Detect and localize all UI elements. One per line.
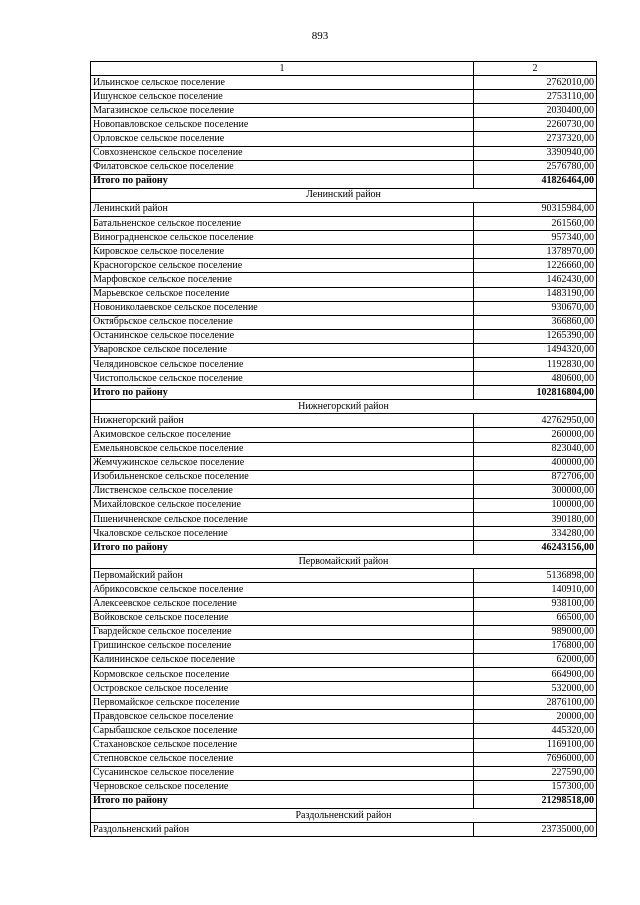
amount-value: 261560,00 [474, 217, 597, 231]
amount-value: 1169100,00 [474, 738, 597, 752]
column-header-1: 1 [91, 62, 474, 76]
total-row [91, 541, 597, 555]
table-row [91, 583, 597, 597]
municipality-name: Виноградненское сельское поселение [91, 231, 474, 245]
district-header-row [91, 808, 597, 822]
table-row [91, 428, 597, 442]
table-row [91, 259, 597, 273]
table-row [91, 315, 597, 329]
amount-value: 823040,00 [474, 442, 597, 456]
municipality-name: Гвардейское сельское поселение [91, 625, 474, 639]
table-row [91, 766, 597, 780]
table-row [91, 442, 597, 456]
table-row [91, 597, 597, 611]
total-label: Итого по району [91, 541, 474, 555]
amount-value: 42762950,00 [474, 414, 597, 428]
amount-value: 2576780,00 [474, 160, 597, 174]
municipality-name: Орловское сельское поселение [91, 132, 474, 146]
amount-value: 2737320,00 [474, 132, 597, 146]
header-row [91, 62, 597, 76]
total-amount: 21298518,00 [474, 794, 597, 808]
total-row [91, 794, 597, 808]
amount-value: 1494320,00 [474, 343, 597, 357]
amount-value: 2753110,00 [474, 90, 597, 104]
amount-value: 1192830,00 [474, 357, 597, 371]
amount-value: 938100,00 [474, 597, 597, 611]
municipality-name: Марфовское сельское поселение [91, 273, 474, 287]
table-row [91, 90, 597, 104]
table-row [91, 710, 597, 724]
municipality-name: Филатовское сельское поселение [91, 160, 474, 174]
table-row [91, 752, 597, 766]
table-row [91, 456, 597, 470]
amount-value: 140910,00 [474, 583, 597, 597]
municipality-name: Островское сельское поселение [91, 682, 474, 696]
table-row [91, 245, 597, 259]
district-header-row [91, 188, 597, 202]
table-row [91, 780, 597, 794]
municipality-name: Раздольненский район [91, 823, 474, 837]
table-row [91, 625, 597, 639]
table-row [91, 160, 597, 174]
municipality-name: Емельяновское сельское поселение [91, 442, 474, 456]
column-header-2: 2 [474, 62, 597, 76]
amount-value: 334280,00 [474, 527, 597, 541]
table-row [91, 823, 597, 837]
amount-value: 157300,00 [474, 780, 597, 794]
amount-value: 989000,00 [474, 625, 597, 639]
amount-value: 400000,00 [474, 456, 597, 470]
municipality-name: Новониколаевское сельское поселение [91, 301, 474, 315]
municipality-name: Гришинское сельское поселение [91, 639, 474, 653]
table-row [91, 738, 597, 752]
total-amount: 46243156,00 [474, 541, 597, 555]
municipality-name: Сусанинское сельское поселение [91, 766, 474, 780]
table-row [91, 653, 597, 667]
municipality-name: Пшеничненское сельское поселение [91, 513, 474, 527]
amount-value: 7696000,00 [474, 752, 597, 766]
municipality-name: Лиственское сельское поселение [91, 484, 474, 498]
amount-value: 1378970,00 [474, 245, 597, 259]
table-row [91, 76, 597, 90]
municipality-name: Кормовское сельское поселение [91, 668, 474, 682]
municipality-name: Сарыбашское сельское поселение [91, 724, 474, 738]
amount-value: 90315984,00 [474, 202, 597, 216]
table-row [91, 470, 597, 484]
table-row [91, 357, 597, 371]
amount-value: 3390940,00 [474, 146, 597, 160]
amount-value: 1226660,00 [474, 259, 597, 273]
table-row [91, 231, 597, 245]
municipality-name: Марьевское сельское поселение [91, 287, 474, 301]
municipality-name: Жемчужинское сельское поселение [91, 456, 474, 470]
table-row [91, 132, 597, 146]
table-row [91, 329, 597, 343]
amount-value: 5136898,00 [474, 569, 597, 583]
table-row [91, 498, 597, 512]
municipality-name: Батальненское сельское поселение [91, 217, 474, 231]
amount-value: 480600,00 [474, 372, 597, 386]
municipality-name: Черновское сельское поселение [91, 780, 474, 794]
municipality-name: Калининское сельское поселение [91, 653, 474, 667]
amount-value: 23735000,00 [474, 823, 597, 837]
municipality-name: Изобильненское сельское поселение [91, 470, 474, 484]
district-title: Раздольненский район [91, 808, 597, 822]
table-row [91, 217, 597, 231]
table-row [91, 527, 597, 541]
municipality-name: Правдовское сельское поселение [91, 710, 474, 724]
total-amount: 41826464,00 [474, 174, 597, 188]
table-row [91, 202, 597, 216]
amount-value: 1483190,00 [474, 287, 597, 301]
amount-value: 66500,00 [474, 611, 597, 625]
table-row [91, 682, 597, 696]
municipality-name: Красногорское сельское поселение [91, 259, 474, 273]
table-row [91, 372, 597, 386]
table-row [91, 639, 597, 653]
district-header-row [91, 400, 597, 414]
municipality-name: Михайловское сельское поселение [91, 498, 474, 512]
municipality-name: Первомайское сельское поселение [91, 696, 474, 710]
municipality-name: Стахановское сельское поселение [91, 738, 474, 752]
municipality-name: Чистопольское сельское поселение [91, 372, 474, 386]
municipality-name: Алексеевское сельское поселение [91, 597, 474, 611]
amount-value: 260000,00 [474, 428, 597, 442]
municipality-name: Войковское сельское поселение [91, 611, 474, 625]
total-label: Итого по району [91, 386, 474, 400]
amount-value: 20000,00 [474, 710, 597, 724]
municipality-name: Ильинское сельское поселение [91, 76, 474, 90]
amount-value: 532000,00 [474, 682, 597, 696]
table-row [91, 569, 597, 583]
budget-table [90, 61, 597, 837]
municipality-name: Магазинское сельское поселение [91, 104, 474, 118]
municipality-name: Ишунское сельское поселение [91, 90, 474, 104]
amount-value: 176800,00 [474, 639, 597, 653]
amount-value: 930670,00 [474, 301, 597, 315]
amount-value: 62000,00 [474, 653, 597, 667]
amount-value: 227590,00 [474, 766, 597, 780]
table-row [91, 724, 597, 738]
municipality-name: Нижнегорский район [91, 414, 474, 428]
amount-value: 300000,00 [474, 484, 597, 498]
district-header-row [91, 555, 597, 569]
table-row [91, 273, 597, 287]
table-row [91, 146, 597, 160]
amount-value: 100000,00 [474, 498, 597, 512]
municipality-name: Совхозненское сельское поселение [91, 146, 474, 160]
total-label: Итого по району [91, 794, 474, 808]
amount-value: 2030400,00 [474, 104, 597, 118]
amount-value: 1265390,00 [474, 329, 597, 343]
amount-value: 2762010,00 [474, 76, 597, 90]
table-row [91, 696, 597, 710]
table-row [91, 287, 597, 301]
total-label: Итого по району [91, 174, 474, 188]
municipality-name: Ленинский район [91, 202, 474, 216]
municipality-name: Акимовское сельское поселение [91, 428, 474, 442]
table-row [91, 104, 597, 118]
amount-value: 664900,00 [474, 668, 597, 682]
district-title: Нижнегорский район [91, 400, 597, 414]
page-number: 893 [311, 30, 329, 42]
table-row [91, 513, 597, 527]
total-amount: 102816804,00 [474, 386, 597, 400]
amount-value: 2260730,00 [474, 118, 597, 132]
municipality-name: Октябрьское сельское поселение [91, 315, 474, 329]
table-row [91, 484, 597, 498]
municipality-name: Челядиновское сельское поселение [91, 357, 474, 371]
amount-value: 1462430,00 [474, 273, 597, 287]
table-row [91, 118, 597, 132]
table-row [91, 343, 597, 357]
total-row [91, 386, 597, 400]
table-row [91, 301, 597, 315]
amount-value: 872706,00 [474, 470, 597, 484]
table-row [91, 668, 597, 682]
district-title: Ленинский район [91, 188, 597, 202]
district-title: Первомайский район [91, 555, 597, 569]
table-row [91, 414, 597, 428]
municipality-name: Кировское сельское поселение [91, 245, 474, 259]
municipality-name: Степновское сельское поселение [91, 752, 474, 766]
total-row [91, 174, 597, 188]
table-row [91, 611, 597, 625]
amount-value: 445320,00 [474, 724, 597, 738]
amount-value: 957340,00 [474, 231, 597, 245]
municipality-name: Абрикосовское сельское поселение [91, 583, 474, 597]
municipality-name: Останинское сельское поселение [91, 329, 474, 343]
municipality-name: Чкаловское сельское поселение [91, 527, 474, 541]
amount-value: 390180,00 [474, 513, 597, 527]
amount-value: 366860,00 [474, 315, 597, 329]
municipality-name: Первомайский район [91, 569, 474, 583]
municipality-name: Новопавловское сельское поселение [91, 118, 474, 132]
municipality-name: Уваровское сельское поселение [91, 343, 474, 357]
amount-value: 2876100,00 [474, 696, 597, 710]
